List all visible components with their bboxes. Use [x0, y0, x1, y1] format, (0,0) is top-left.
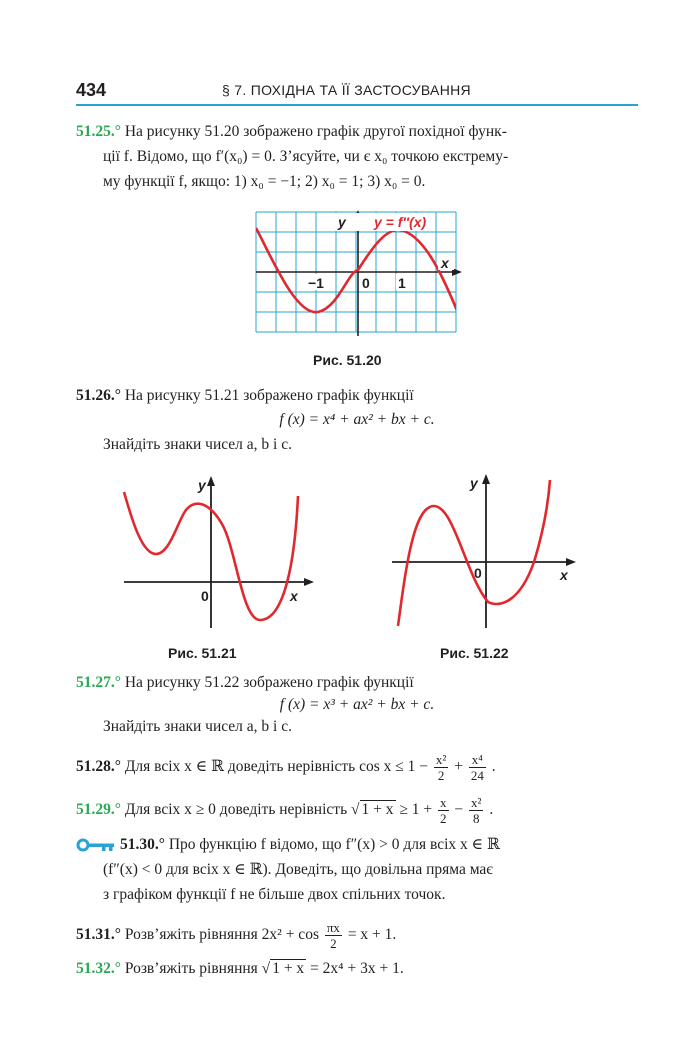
figure-51-22 [390, 466, 580, 630]
figure-51-21 [118, 470, 318, 630]
fraction: $\frac{\text{x⁴}}{24}$ [470, 752, 484, 783]
problem-51-28: 51.28.° Для всіх x ∈ ℝ доведіть нерівність cos x ≤ 1 − $\frac{\text{x²}}{2}$ + $\frac{\text{x⁴}}{24}$ . [76, 752, 496, 783]
x-axis-label: x [441, 255, 449, 271]
problem-number: 51.30.° [120, 836, 165, 853]
function-label: y = f″(x) [374, 214, 427, 230]
sqrt-radicand: 1 + x [361, 801, 394, 819]
problem-number: 51.25.° [76, 123, 121, 140]
problem-51-30-line3: з графіком функції f не більше двох спільних точок. [103, 886, 446, 903]
problem-number: 51.31.° [76, 926, 121, 944]
problem-51-26-formula: f (x) = x⁴ + ax² + bx + c. [279, 411, 435, 428]
problem-number: 51.32.° [76, 960, 121, 977]
y-axis-label: y [470, 475, 478, 491]
sqrt-sign: √ [261, 960, 271, 977]
problem-51-29: 51.29.° Для всіх x ≥ 0 доведіть нерівність √ 1 + x ≥ 1 + $\frac{x}{2}$ − $\frac{\text{x²}}{8}$ . [76, 795, 494, 826]
fraction: $\frac{\pi x}{2}$ [326, 920, 340, 951]
problem-51-27-line1: 51.27.° На рисунку 51.22 зображено графік функції [76, 674, 414, 691]
figure-51-21-caption: Рис. 51.21 [168, 645, 237, 661]
origin-label: 0 [201, 588, 209, 604]
chapter-title: § 7. ПОХІДНА ТА ЇЇ ЗАСТОСУВАННЯ [222, 82, 471, 98]
problem-number: 51.29.° [76, 801, 121, 819]
problem-51-32: 51.32.° Розв’яжіть рівняння √ 1 + x = 2x⁴ + 3x + 1. [76, 960, 404, 977]
y-axis-arrow [207, 476, 215, 486]
page-number: 434 [76, 80, 107, 100]
tick-label-0: 0 [362, 275, 370, 291]
problem-51-30-line2: (f″(x) < 0 для всіх x ∈ ℝ). Доведіть, що довільна пряма має [103, 861, 493, 878]
problem-51-27-line3: Знайдіть знаки чисел a, b і c. [103, 718, 292, 735]
header-rule [76, 104, 638, 106]
key-icon [76, 838, 116, 852]
figure-51-22-caption: Рис. 51.22 [440, 645, 509, 661]
x-axis-label: x [560, 567, 568, 583]
problem-number: 51.27.° [76, 674, 121, 691]
x-axis-arrow [304, 578, 314, 586]
fraction: $\frac{x}{2}$ [440, 795, 447, 826]
problem-51-27-formula: f (x) = x³ + ax² + bx + c. [279, 696, 435, 713]
cubic-curve [398, 480, 550, 626]
problem-51-25-line1: 51.25.° На рисунку 51.20 зображено графік другої похідної функ- [76, 123, 507, 140]
x-axis-arrow [566, 558, 576, 566]
fraction: $\frac{\text{x²}}{2}$ [435, 752, 447, 783]
problem-51-31: 51.31.° Розв’яжіть рівняння 2x² + cos $\frac{\pi x}{2}$ = x + 1. [76, 920, 397, 951]
tick-label-neg1: −1 [308, 275, 324, 291]
figure-51-20 [252, 208, 464, 336]
problem-51-30-line1: 51.30.° Про функцію f відомо, що f″(x) > 0 для всіх x ∈ ℝ [120, 836, 500, 853]
problem-51-26-line1: 51.26.° На рисунку 51.21 зображено графік функції [76, 387, 414, 404]
figure-51-20-caption: Рис. 51.20 [313, 352, 382, 368]
y-axis-arrow [482, 474, 490, 484]
problem-number: 51.28.° [76, 758, 121, 776]
y-axis-label: y [198, 477, 206, 493]
problem-51-25-line3: му функції f, якщо: 1) x₀ = −1; 2) x₀ = 1; 3) x₀ = 0. [103, 173, 426, 190]
origin-label: 0 [474, 565, 482, 581]
fraction: $\frac{\text{x²}}{8}$ [471, 795, 482, 826]
sqrt-sign: √ [351, 801, 360, 819]
sqrt-radicand: 1 + x [272, 960, 305, 977]
problem-number: 51.26.° [76, 387, 121, 404]
y-axis-label: y [338, 214, 346, 230]
problem-51-25-line2: ції f. Відомо, що f′(x₀) = 0. З’ясуйте, чи є x₀ точкою екстрему- [103, 148, 509, 165]
problem-51-26-line3: Знайдіть знаки чисел a, b і c. [103, 436, 292, 453]
x-axis-label: x [290, 588, 298, 604]
tick-label-1: 1 [398, 275, 406, 291]
